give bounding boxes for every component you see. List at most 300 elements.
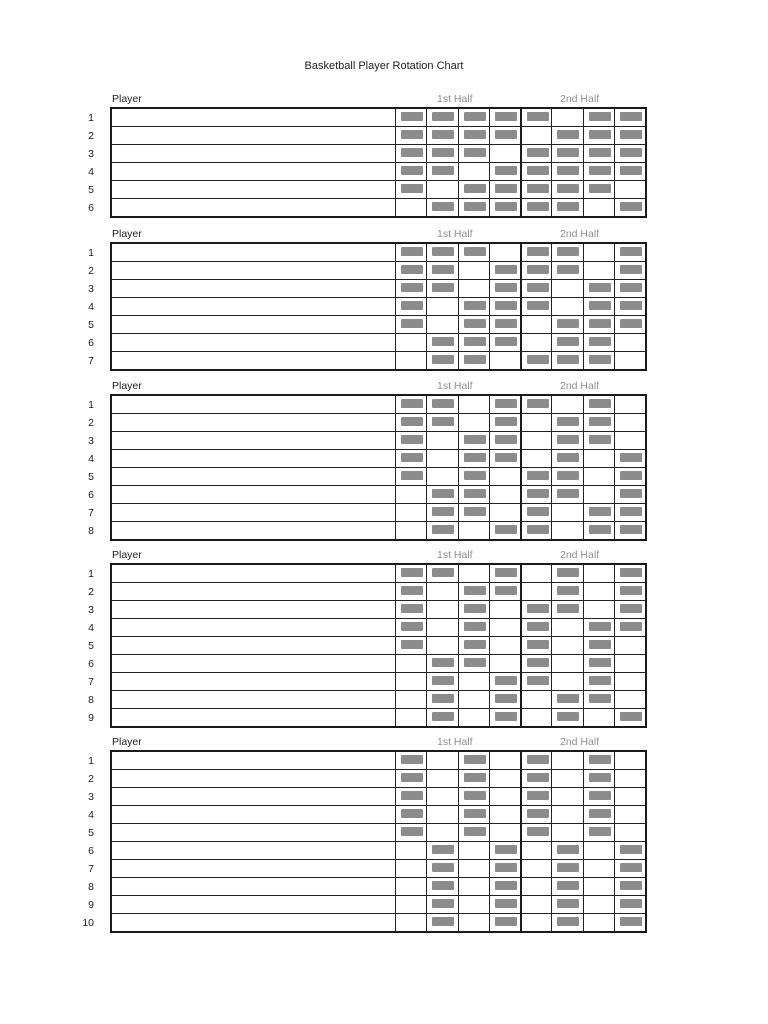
player-name-field[interactable] bbox=[112, 396, 395, 413]
player-name-field[interactable] bbox=[112, 163, 395, 180]
shift-cell[interactable] bbox=[614, 770, 645, 787]
shift-cell[interactable] bbox=[583, 565, 614, 582]
player-name-field[interactable] bbox=[112, 127, 395, 144]
shift-cell[interactable] bbox=[614, 298, 645, 315]
shift-cell[interactable] bbox=[489, 199, 520, 216]
shift-cell[interactable] bbox=[458, 298, 489, 315]
shift-cell[interactable] bbox=[395, 914, 426, 931]
shift-cell[interactable] bbox=[489, 691, 520, 708]
shift-cell[interactable] bbox=[614, 280, 645, 297]
shift-cell[interactable] bbox=[520, 109, 551, 126]
shift-cell[interactable] bbox=[458, 199, 489, 216]
shift-cell[interactable] bbox=[614, 414, 645, 431]
shift-cell[interactable] bbox=[489, 298, 520, 315]
shift-cell[interactable] bbox=[395, 655, 426, 672]
shift-cell[interactable] bbox=[583, 896, 614, 913]
shift-cell[interactable] bbox=[551, 788, 582, 805]
shift-cell[interactable] bbox=[426, 842, 457, 859]
player-name-field[interactable] bbox=[112, 896, 395, 913]
player-name-field[interactable] bbox=[112, 298, 395, 315]
shift-cell[interactable] bbox=[489, 878, 520, 895]
shift-cell[interactable] bbox=[614, 352, 645, 369]
shift-cell[interactable] bbox=[583, 691, 614, 708]
shift-cell[interactable] bbox=[489, 486, 520, 503]
player-name-field[interactable] bbox=[112, 145, 395, 162]
shift-cell[interactable] bbox=[583, 468, 614, 485]
shift-cell[interactable] bbox=[520, 914, 551, 931]
shift-cell[interactable] bbox=[395, 619, 426, 636]
shift-cell[interactable] bbox=[395, 709, 426, 726]
shift-cell[interactable] bbox=[583, 601, 614, 618]
shift-cell[interactable] bbox=[426, 788, 457, 805]
shift-cell[interactable] bbox=[551, 163, 582, 180]
shift-cell[interactable] bbox=[458, 522, 489, 539]
shift-cell[interactable] bbox=[614, 522, 645, 539]
shift-cell[interactable] bbox=[551, 709, 582, 726]
shift-cell[interactable] bbox=[614, 583, 645, 600]
shift-cell[interactable] bbox=[489, 352, 520, 369]
shift-cell[interactable] bbox=[489, 127, 520, 144]
shift-cell[interactable] bbox=[395, 806, 426, 823]
shift-cell[interactable] bbox=[520, 145, 551, 162]
shift-cell[interactable] bbox=[520, 522, 551, 539]
shift-cell[interactable] bbox=[426, 450, 457, 467]
shift-cell[interactable] bbox=[520, 396, 551, 413]
shift-cell[interactable] bbox=[551, 504, 582, 521]
shift-cell[interactable] bbox=[395, 637, 426, 654]
shift-cell[interactable] bbox=[426, 414, 457, 431]
shift-cell[interactable] bbox=[458, 842, 489, 859]
player-name-field[interactable] bbox=[112, 504, 395, 521]
shift-cell[interactable] bbox=[395, 673, 426, 690]
shift-cell[interactable] bbox=[583, 450, 614, 467]
shift-cell[interactable] bbox=[489, 145, 520, 162]
shift-cell[interactable] bbox=[489, 619, 520, 636]
shift-cell[interactable] bbox=[551, 914, 582, 931]
shift-cell[interactable] bbox=[614, 450, 645, 467]
shift-cell[interactable] bbox=[395, 450, 426, 467]
shift-cell[interactable] bbox=[583, 127, 614, 144]
shift-cell[interactable] bbox=[551, 298, 582, 315]
shift-cell[interactable] bbox=[583, 199, 614, 216]
shift-cell[interactable] bbox=[489, 824, 520, 841]
shift-cell[interactable] bbox=[583, 244, 614, 261]
shift-cell[interactable] bbox=[395, 316, 426, 333]
shift-cell[interactable] bbox=[583, 432, 614, 449]
shift-cell[interactable] bbox=[458, 565, 489, 582]
shift-cell[interactable] bbox=[520, 486, 551, 503]
shift-cell[interactable] bbox=[458, 619, 489, 636]
shift-cell[interactable] bbox=[520, 860, 551, 877]
shift-cell[interactable] bbox=[551, 486, 582, 503]
shift-cell[interactable] bbox=[458, 163, 489, 180]
shift-cell[interactable] bbox=[614, 842, 645, 859]
shift-cell[interactable] bbox=[489, 601, 520, 618]
player-name-field[interactable] bbox=[112, 468, 395, 485]
player-name-field[interactable] bbox=[112, 352, 395, 369]
shift-cell[interactable] bbox=[551, 619, 582, 636]
shift-cell[interactable] bbox=[551, 432, 582, 449]
shift-cell[interactable] bbox=[614, 244, 645, 261]
shift-cell[interactable] bbox=[614, 752, 645, 769]
shift-cell[interactable] bbox=[426, 770, 457, 787]
shift-cell[interactable] bbox=[426, 878, 457, 895]
shift-cell[interactable] bbox=[489, 637, 520, 654]
player-name-field[interactable] bbox=[112, 860, 395, 877]
shift-cell[interactable] bbox=[489, 583, 520, 600]
shift-cell[interactable] bbox=[426, 860, 457, 877]
shift-cell[interactable] bbox=[614, 860, 645, 877]
shift-cell[interactable] bbox=[426, 280, 457, 297]
shift-cell[interactable] bbox=[458, 878, 489, 895]
player-name-field[interactable] bbox=[112, 655, 395, 672]
shift-cell[interactable] bbox=[458, 432, 489, 449]
shift-cell[interactable] bbox=[583, 619, 614, 636]
shift-cell[interactable] bbox=[614, 896, 645, 913]
shift-cell[interactable] bbox=[583, 352, 614, 369]
shift-cell[interactable] bbox=[489, 414, 520, 431]
shift-cell[interactable] bbox=[395, 788, 426, 805]
shift-cell[interactable] bbox=[458, 352, 489, 369]
shift-cell[interactable] bbox=[426, 601, 457, 618]
shift-cell[interactable] bbox=[395, 181, 426, 198]
shift-cell[interactable] bbox=[614, 655, 645, 672]
shift-cell[interactable] bbox=[583, 788, 614, 805]
shift-cell[interactable] bbox=[395, 396, 426, 413]
shift-cell[interactable] bbox=[583, 145, 614, 162]
shift-cell[interactable] bbox=[458, 709, 489, 726]
shift-cell[interactable] bbox=[395, 504, 426, 521]
shift-cell[interactable] bbox=[614, 432, 645, 449]
shift-cell[interactable] bbox=[426, 396, 457, 413]
player-name-field[interactable] bbox=[112, 691, 395, 708]
player-name-field[interactable] bbox=[112, 181, 395, 198]
player-name-field[interactable] bbox=[112, 914, 395, 931]
shift-cell[interactable] bbox=[395, 601, 426, 618]
shift-cell[interactable] bbox=[614, 806, 645, 823]
shift-cell[interactable] bbox=[489, 262, 520, 279]
shift-cell[interactable] bbox=[395, 163, 426, 180]
shift-cell[interactable] bbox=[458, 414, 489, 431]
shift-cell[interactable] bbox=[583, 486, 614, 503]
shift-cell[interactable] bbox=[551, 583, 582, 600]
shift-cell[interactable] bbox=[426, 109, 457, 126]
shift-cell[interactable] bbox=[551, 109, 582, 126]
shift-cell[interactable] bbox=[551, 468, 582, 485]
player-name-field[interactable] bbox=[112, 199, 395, 216]
shift-cell[interactable] bbox=[583, 583, 614, 600]
shift-cell[interactable] bbox=[583, 637, 614, 654]
shift-cell[interactable] bbox=[520, 334, 551, 351]
shift-cell[interactable] bbox=[426, 824, 457, 841]
shift-cell[interactable] bbox=[489, 468, 520, 485]
shift-cell[interactable] bbox=[520, 432, 551, 449]
shift-cell[interactable] bbox=[489, 806, 520, 823]
shift-cell[interactable] bbox=[583, 806, 614, 823]
shift-cell[interactable] bbox=[395, 244, 426, 261]
shift-cell[interactable] bbox=[614, 199, 645, 216]
shift-cell[interactable] bbox=[426, 145, 457, 162]
shift-cell[interactable] bbox=[395, 145, 426, 162]
shift-cell[interactable] bbox=[520, 842, 551, 859]
shift-cell[interactable] bbox=[520, 770, 551, 787]
shift-cell[interactable] bbox=[551, 673, 582, 690]
shift-cell[interactable] bbox=[551, 842, 582, 859]
shift-cell[interactable] bbox=[395, 522, 426, 539]
shift-cell[interactable] bbox=[458, 468, 489, 485]
shift-cell[interactable] bbox=[458, 601, 489, 618]
shift-cell[interactable] bbox=[520, 181, 551, 198]
shift-cell[interactable] bbox=[458, 824, 489, 841]
player-name-field[interactable] bbox=[112, 262, 395, 279]
shift-cell[interactable] bbox=[520, 244, 551, 261]
shift-cell[interactable] bbox=[426, 565, 457, 582]
shift-cell[interactable] bbox=[489, 109, 520, 126]
shift-cell[interactable] bbox=[520, 199, 551, 216]
player-name-field[interactable] bbox=[112, 842, 395, 859]
shift-cell[interactable] bbox=[551, 770, 582, 787]
shift-cell[interactable] bbox=[551, 896, 582, 913]
shift-cell[interactable] bbox=[395, 334, 426, 351]
shift-cell[interactable] bbox=[458, 896, 489, 913]
shift-cell[interactable] bbox=[395, 565, 426, 582]
shift-cell[interactable] bbox=[551, 450, 582, 467]
shift-cell[interactable] bbox=[583, 262, 614, 279]
shift-cell[interactable] bbox=[520, 637, 551, 654]
shift-cell[interactable] bbox=[426, 199, 457, 216]
shift-cell[interactable] bbox=[458, 691, 489, 708]
player-name-field[interactable] bbox=[112, 280, 395, 297]
shift-cell[interactable] bbox=[458, 583, 489, 600]
shift-cell[interactable] bbox=[395, 298, 426, 315]
shift-cell[interactable] bbox=[395, 280, 426, 297]
shift-cell[interactable] bbox=[489, 655, 520, 672]
player-name-field[interactable] bbox=[112, 824, 395, 841]
shift-cell[interactable] bbox=[551, 127, 582, 144]
shift-cell[interactable] bbox=[458, 334, 489, 351]
shift-cell[interactable] bbox=[583, 280, 614, 297]
player-name-field[interactable] bbox=[112, 878, 395, 895]
shift-cell[interactable] bbox=[520, 896, 551, 913]
shift-cell[interactable] bbox=[489, 396, 520, 413]
shift-cell[interactable] bbox=[426, 468, 457, 485]
player-name-field[interactable] bbox=[112, 770, 395, 787]
shift-cell[interactable] bbox=[458, 504, 489, 521]
shift-cell[interactable] bbox=[458, 109, 489, 126]
shift-cell[interactable] bbox=[551, 860, 582, 877]
shift-cell[interactable] bbox=[426, 181, 457, 198]
shift-cell[interactable] bbox=[489, 770, 520, 787]
shift-cell[interactable] bbox=[458, 450, 489, 467]
shift-cell[interactable] bbox=[551, 414, 582, 431]
shift-cell[interactable] bbox=[551, 334, 582, 351]
player-name-field[interactable] bbox=[112, 583, 395, 600]
shift-cell[interactable] bbox=[395, 486, 426, 503]
shift-cell[interactable] bbox=[551, 244, 582, 261]
shift-cell[interactable] bbox=[458, 655, 489, 672]
shift-cell[interactable] bbox=[583, 655, 614, 672]
shift-cell[interactable] bbox=[489, 752, 520, 769]
shift-cell[interactable] bbox=[551, 199, 582, 216]
shift-cell[interactable] bbox=[583, 824, 614, 841]
shift-cell[interactable] bbox=[458, 145, 489, 162]
shift-cell[interactable] bbox=[551, 145, 582, 162]
shift-cell[interactable] bbox=[395, 127, 426, 144]
shift-cell[interactable] bbox=[426, 432, 457, 449]
shift-cell[interactable] bbox=[426, 583, 457, 600]
shift-cell[interactable] bbox=[489, 504, 520, 521]
shift-cell[interactable] bbox=[614, 334, 645, 351]
shift-cell[interactable] bbox=[458, 770, 489, 787]
shift-cell[interactable] bbox=[520, 414, 551, 431]
shift-cell[interactable] bbox=[551, 637, 582, 654]
shift-cell[interactable] bbox=[614, 709, 645, 726]
shift-cell[interactable] bbox=[426, 896, 457, 913]
shift-cell[interactable] bbox=[489, 280, 520, 297]
shift-cell[interactable] bbox=[614, 619, 645, 636]
shift-cell[interactable] bbox=[614, 181, 645, 198]
shift-cell[interactable] bbox=[520, 583, 551, 600]
shift-cell[interactable] bbox=[395, 824, 426, 841]
shift-cell[interactable] bbox=[458, 806, 489, 823]
shift-cell[interactable] bbox=[583, 414, 614, 431]
shift-cell[interactable] bbox=[583, 709, 614, 726]
shift-cell[interactable] bbox=[458, 316, 489, 333]
shift-cell[interactable] bbox=[520, 673, 551, 690]
shift-cell[interactable] bbox=[458, 860, 489, 877]
shift-cell[interactable] bbox=[520, 565, 551, 582]
shift-cell[interactable] bbox=[520, 468, 551, 485]
shift-cell[interactable] bbox=[614, 673, 645, 690]
shift-cell[interactable] bbox=[614, 637, 645, 654]
shift-cell[interactable] bbox=[489, 522, 520, 539]
shift-cell[interactable] bbox=[551, 752, 582, 769]
shift-cell[interactable] bbox=[551, 262, 582, 279]
player-name-field[interactable] bbox=[112, 334, 395, 351]
shift-cell[interactable] bbox=[551, 280, 582, 297]
shift-cell[interactable] bbox=[458, 396, 489, 413]
shift-cell[interactable] bbox=[426, 352, 457, 369]
shift-cell[interactable] bbox=[426, 262, 457, 279]
player-name-field[interactable] bbox=[112, 637, 395, 654]
shift-cell[interactable] bbox=[395, 109, 426, 126]
shift-cell[interactable] bbox=[520, 619, 551, 636]
player-name-field[interactable] bbox=[112, 316, 395, 333]
shift-cell[interactable] bbox=[489, 163, 520, 180]
shift-cell[interactable] bbox=[614, 878, 645, 895]
shift-cell[interactable] bbox=[426, 691, 457, 708]
shift-cell[interactable] bbox=[583, 842, 614, 859]
shift-cell[interactable] bbox=[426, 752, 457, 769]
shift-cell[interactable] bbox=[520, 163, 551, 180]
shift-cell[interactable] bbox=[614, 914, 645, 931]
shift-cell[interactable] bbox=[426, 673, 457, 690]
player-name-field[interactable] bbox=[112, 522, 395, 539]
shift-cell[interactable] bbox=[614, 145, 645, 162]
shift-cell[interactable] bbox=[489, 450, 520, 467]
shift-cell[interactable] bbox=[458, 914, 489, 931]
shift-cell[interactable] bbox=[426, 914, 457, 931]
shift-cell[interactable] bbox=[395, 896, 426, 913]
shift-cell[interactable] bbox=[551, 396, 582, 413]
shift-cell[interactable] bbox=[489, 896, 520, 913]
shift-cell[interactable] bbox=[395, 691, 426, 708]
shift-cell[interactable] bbox=[520, 298, 551, 315]
shift-cell[interactable] bbox=[614, 691, 645, 708]
player-name-field[interactable] bbox=[112, 244, 395, 261]
shift-cell[interactable] bbox=[426, 316, 457, 333]
shift-cell[interactable] bbox=[395, 414, 426, 431]
shift-cell[interactable] bbox=[614, 109, 645, 126]
shift-cell[interactable] bbox=[583, 298, 614, 315]
shift-cell[interactable] bbox=[583, 396, 614, 413]
shift-cell[interactable] bbox=[489, 244, 520, 261]
shift-cell[interactable] bbox=[551, 352, 582, 369]
shift-cell[interactable] bbox=[614, 468, 645, 485]
shift-cell[interactable] bbox=[426, 127, 457, 144]
shift-cell[interactable] bbox=[489, 788, 520, 805]
shift-cell[interactable] bbox=[520, 504, 551, 521]
shift-cell[interactable] bbox=[520, 655, 551, 672]
shift-cell[interactable] bbox=[583, 163, 614, 180]
shift-cell[interactable] bbox=[614, 163, 645, 180]
shift-cell[interactable] bbox=[426, 486, 457, 503]
shift-cell[interactable] bbox=[520, 691, 551, 708]
shift-cell[interactable] bbox=[520, 262, 551, 279]
player-name-field[interactable] bbox=[112, 752, 395, 769]
shift-cell[interactable] bbox=[583, 752, 614, 769]
shift-cell[interactable] bbox=[614, 486, 645, 503]
shift-cell[interactable] bbox=[614, 316, 645, 333]
shift-cell[interactable] bbox=[520, 806, 551, 823]
shift-cell[interactable] bbox=[426, 163, 457, 180]
shift-cell[interactable] bbox=[395, 352, 426, 369]
shift-cell[interactable] bbox=[458, 244, 489, 261]
shift-cell[interactable] bbox=[583, 316, 614, 333]
shift-cell[interactable] bbox=[520, 788, 551, 805]
shift-cell[interactable] bbox=[489, 842, 520, 859]
shift-cell[interactable] bbox=[520, 601, 551, 618]
player-name-field[interactable] bbox=[112, 486, 395, 503]
shift-cell[interactable] bbox=[520, 352, 551, 369]
shift-cell[interactable] bbox=[583, 878, 614, 895]
shift-cell[interactable] bbox=[614, 565, 645, 582]
shift-cell[interactable] bbox=[458, 673, 489, 690]
shift-cell[interactable] bbox=[551, 824, 582, 841]
shift-cell[interactable] bbox=[395, 468, 426, 485]
shift-cell[interactable] bbox=[426, 619, 457, 636]
shift-cell[interactable] bbox=[583, 109, 614, 126]
shift-cell[interactable] bbox=[458, 280, 489, 297]
shift-cell[interactable] bbox=[489, 432, 520, 449]
shift-cell[interactable] bbox=[426, 709, 457, 726]
shift-cell[interactable] bbox=[614, 601, 645, 618]
shift-cell[interactable] bbox=[520, 824, 551, 841]
shift-cell[interactable] bbox=[426, 522, 457, 539]
shift-cell[interactable] bbox=[583, 860, 614, 877]
shift-cell[interactable] bbox=[551, 655, 582, 672]
shift-cell[interactable] bbox=[489, 565, 520, 582]
shift-cell[interactable] bbox=[395, 860, 426, 877]
shift-cell[interactable] bbox=[583, 673, 614, 690]
player-name-field[interactable] bbox=[112, 601, 395, 618]
shift-cell[interactable] bbox=[489, 709, 520, 726]
shift-cell[interactable] bbox=[614, 788, 645, 805]
shift-cell[interactable] bbox=[583, 181, 614, 198]
shift-cell[interactable] bbox=[458, 788, 489, 805]
shift-cell[interactable] bbox=[551, 806, 582, 823]
shift-cell[interactable] bbox=[395, 770, 426, 787]
